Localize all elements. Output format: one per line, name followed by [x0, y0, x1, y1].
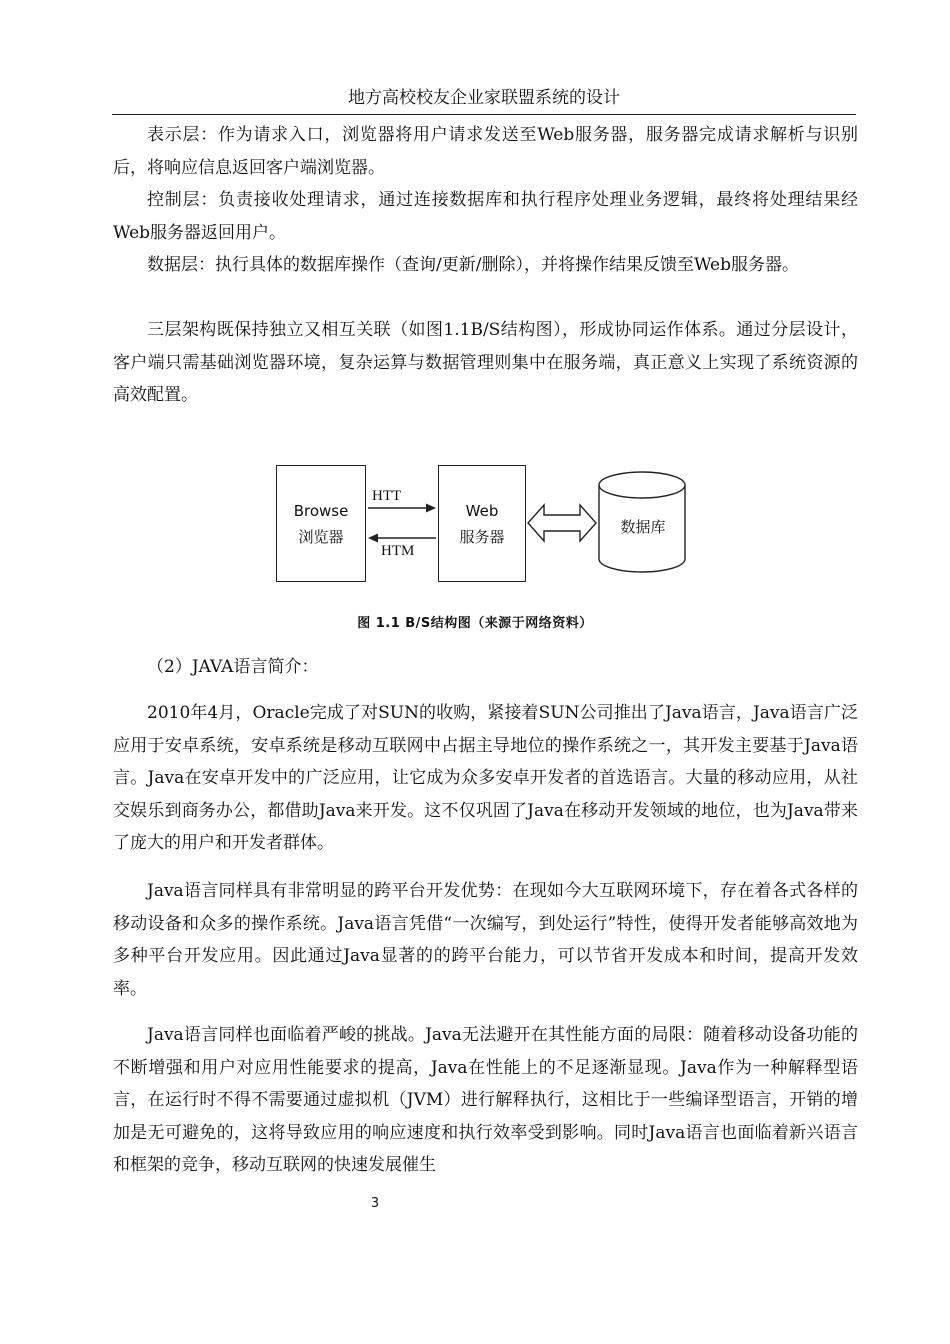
request-label: HTT: [372, 488, 402, 504]
double-arrow-icon: [528, 505, 596, 541]
browser-label-cn: 浏览器: [298, 527, 344, 546]
request-arrow-head: [426, 504, 436, 513]
response-label: HTM: [381, 543, 415, 559]
response-arrow-head: [368, 534, 378, 543]
paragraph-presentation-layer: 表示层：作为请求入口，浏览器将用户请求发送至Web服务器，服务器完成请求解析与识别后，将响应信息返回客户端浏览器。: [113, 125, 858, 178]
figure-caption: 图 1.1 B/S结构图（来源于网络资料）: [357, 616, 593, 631]
page-number: 3: [370, 1196, 380, 1211]
server-label-en: Web: [465, 501, 499, 520]
paragraph-java-history: 2010年4月，Oracle完成了对SUN的收购，紧接着SUN公司推出了Java语言，Java语言广泛应用于安卓系统，安卓系统是移动互联网中占据主导地位的操作系统之一，其开发主要基于Java语言。Java在安卓开发中的广泛应用，让它成为众多安卓开发者的首选语言。大量的移动应用，从社交娱乐到商务办公，都借助Java来开发。这不仅巩固了Java在移动开发领域的地位，也为Java带来了庞大的用户和开发者群体。: [113, 703, 858, 853]
paragraph-three-tier: 三层架构既保持独立又相互关联（如图1.1B/S结构图），形成协同运作体系。通过分层设计，客户端只需基础浏览器环境，复杂运算与数据管理则集中在服务端，真正意义上实现了系统资源的高效配置。: [113, 320, 858, 405]
server-label-cn: 服务器: [459, 527, 505, 546]
paragraph-data-layer: 数据层：执行具体的数据库操作（查询/更新/删除），并将操作结果反馈至Web服务器。: [147, 255, 799, 275]
browser-label-en: Browse: [293, 501, 349, 520]
paragraph-java-crossplatform: Java语言同样具有非常明显的跨平台开发优势：在现如今大互联网环境下，存在着各式各样的移动设备和众多的操作系统。Java语言凭借“一次编写，到处运行”特性，使得开发者能够高效地为多种平台开发应用。因此通过Java显著的的跨平台能力，可以节省开发成本和时间，提高开发效率。: [113, 881, 858, 999]
paragraph-control-layer: 控制层：负责接收处理请求，通过连接数据库和执行程序处理业务逻辑，最终将处理结果经Web服务器返回用户。: [113, 190, 858, 243]
database-cylinder-top: [599, 472, 685, 498]
bs-architecture-figure: [270, 455, 700, 590]
page-header: 地方高校校友企业家联盟系统的设计: [112, 86, 856, 115]
section-heading: （2）JAVA语言简介：: [147, 657, 319, 677]
paragraph-java-challenges: Java语言同样也面临着严峻的挑战。Java无法避开在其性能方面的局限：随着移动设备功能的不断增强和用户对应用性能要求的提高，Java在性能上的不足逐渐显现。Java作为一种解释型语言，在运行时不得不需要通过虚拟机（JVM）进行解释执行，这相比于一些编译型语言，开销的增加是无可避免的，这将导致应用的响应速度和执行效率受到影响。同时Java语言也面临着新兴语言和框架的竞争，移动互联网的快速发展催生: [113, 1025, 858, 1175]
database-label: 数据库: [620, 518, 666, 536]
